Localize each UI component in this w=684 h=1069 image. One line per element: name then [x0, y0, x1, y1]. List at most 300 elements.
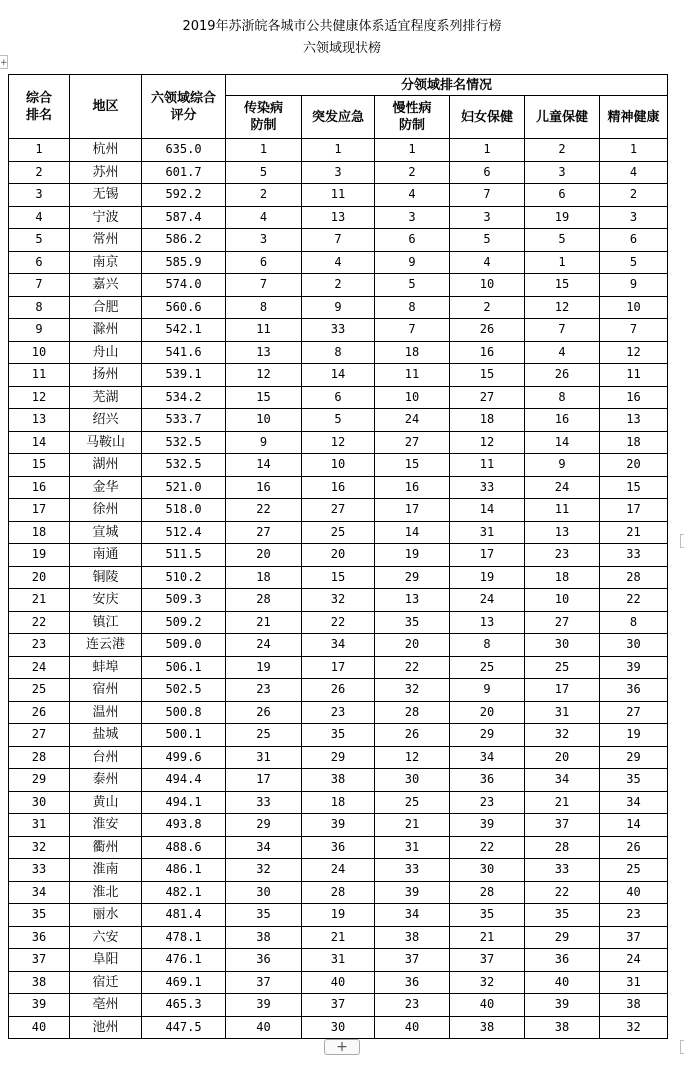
domain-rank-cell: 28	[525, 836, 600, 859]
domain-rank-cell: 12	[226, 364, 302, 387]
domain-rank-cell: 25	[450, 656, 525, 679]
domain-rank-cell: 8	[375, 296, 450, 319]
score-cell: 518.0	[142, 499, 226, 522]
domain-rank-cell: 23	[302, 701, 375, 724]
city-cell: 连云港	[70, 634, 142, 657]
domain-rank-cell: 12	[375, 746, 450, 769]
table-row	[9, 139, 668, 162]
domain-rank-cell: 30	[302, 1016, 375, 1039]
score-cell: 481.4	[142, 904, 226, 927]
header-domain-group: 分领域排名情况	[226, 75, 668, 96]
domain-rank-cell: 28	[302, 881, 375, 904]
domain-rank-cell: 25	[600, 859, 668, 882]
domain-rank-cell: 10	[226, 409, 302, 432]
domain-rank-cell: 37	[302, 994, 375, 1017]
domain-rank-cell: 18	[375, 341, 450, 364]
domain-rank-cell: 29	[226, 814, 302, 837]
rank-cell: 22	[9, 611, 70, 634]
domain-rank-cell: 28	[450, 881, 525, 904]
score-cell: 592.2	[142, 184, 226, 207]
domain-rank-cell: 34	[375, 904, 450, 927]
domain-rank-cell: 30	[226, 881, 302, 904]
rank-cell: 25	[9, 679, 70, 702]
score-cell: 585.9	[142, 251, 226, 274]
domain-rank-cell: 22	[525, 881, 600, 904]
score-cell: 574.0	[142, 274, 226, 297]
domain-rank-cell: 12	[302, 431, 375, 454]
table-row	[9, 859, 668, 882]
domain-rank-cell: 9	[226, 431, 302, 454]
domain-rank-cell: 40	[375, 1016, 450, 1039]
domain-rank-cell: 6	[525, 184, 600, 207]
header-domain-chronic: 慢性病防制	[375, 96, 450, 139]
city-cell: 绍兴	[70, 409, 142, 432]
table-row	[9, 634, 668, 657]
domain-rank-cell: 39	[302, 814, 375, 837]
domain-rank-cell: 15	[302, 566, 375, 589]
domain-rank-cell: 29	[600, 746, 668, 769]
score-cell: 586.2	[142, 229, 226, 252]
domain-rank-cell: 31	[450, 521, 525, 544]
city-cell: 宿州	[70, 679, 142, 702]
domain-rank-cell: 19	[375, 544, 450, 567]
domain-rank-cell: 2	[375, 161, 450, 184]
table-row	[9, 364, 668, 387]
table-row	[9, 566, 668, 589]
rank-cell: 5	[9, 229, 70, 252]
rank-cell: 31	[9, 814, 70, 837]
score-cell: 465.3	[142, 994, 226, 1017]
domain-rank-cell: 35	[375, 611, 450, 634]
city-cell: 常州	[70, 229, 142, 252]
domain-rank-cell: 16	[450, 341, 525, 364]
city-cell: 衢州	[70, 836, 142, 859]
rank-cell: 7	[9, 274, 70, 297]
add-row-button[interactable]: +	[324, 1039, 360, 1055]
rank-cell: 20	[9, 566, 70, 589]
rank-cell: 35	[9, 904, 70, 927]
domain-rank-cell: 20	[600, 454, 668, 477]
rank-cell: 33	[9, 859, 70, 882]
domain-rank-cell: 17	[450, 544, 525, 567]
domain-rank-cell: 10	[525, 589, 600, 612]
domain-rank-cell: 9	[525, 454, 600, 477]
city-cell: 合肥	[70, 296, 142, 319]
domain-rank-cell: 23	[525, 544, 600, 567]
table-row	[9, 994, 668, 1017]
rank-cell: 40	[9, 1016, 70, 1039]
domain-rank-cell: 33	[600, 544, 668, 567]
city-cell: 南京	[70, 251, 142, 274]
domain-rank-cell: 28	[375, 701, 450, 724]
domain-rank-cell: 16	[302, 476, 375, 499]
city-cell: 泰州	[70, 769, 142, 792]
header-rank: 综合排名	[9, 75, 70, 139]
table-row	[9, 926, 668, 949]
domain-rank-cell: 6	[375, 229, 450, 252]
domain-rank-cell: 3	[302, 161, 375, 184]
rank-cell: 28	[9, 746, 70, 769]
rank-cell: 37	[9, 949, 70, 972]
domain-rank-cell: 6	[450, 161, 525, 184]
document-subtitle: 六领域现状榜	[302, 41, 381, 56]
domain-rank-cell: 2	[226, 184, 302, 207]
domain-rank-cell: 26	[226, 701, 302, 724]
domain-rank-cell: 4	[302, 251, 375, 274]
domain-rank-cell: 1	[375, 139, 450, 162]
domain-rank-cell: 39	[375, 881, 450, 904]
domain-rank-cell: 15	[375, 454, 450, 477]
score-cell: 506.1	[142, 656, 226, 679]
city-cell: 嘉兴	[70, 274, 142, 297]
domain-rank-cell: 34	[525, 769, 600, 792]
domain-rank-cell: 2	[525, 139, 600, 162]
domain-rank-cell: 9	[450, 679, 525, 702]
score-cell: 560.6	[142, 296, 226, 319]
expand-handle[interactable]: +	[0, 55, 8, 69]
domain-rank-cell: 34	[226, 836, 302, 859]
header-domain-emergency: 突发应急	[302, 96, 375, 139]
rank-cell: 14	[9, 431, 70, 454]
right-handle-top[interactable]	[680, 534, 684, 548]
city-cell: 南通	[70, 544, 142, 567]
rank-cell: 19	[9, 544, 70, 567]
domain-rank-cell: 7	[525, 319, 600, 342]
domain-rank-cell: 14	[226, 454, 302, 477]
table-row	[9, 904, 668, 927]
domain-rank-cell: 16	[375, 476, 450, 499]
table-row	[9, 454, 668, 477]
table-row	[9, 701, 668, 724]
domain-rank-cell: 30	[525, 634, 600, 657]
domain-rank-cell: 2	[302, 274, 375, 297]
header-score: 六领域综合评分	[142, 75, 226, 139]
domain-rank-cell: 37	[375, 949, 450, 972]
domain-rank-cell: 26	[375, 724, 450, 747]
rank-cell: 30	[9, 791, 70, 814]
domain-rank-cell: 21	[375, 814, 450, 837]
domain-rank-cell: 13	[302, 206, 375, 229]
city-cell: 杭州	[70, 139, 142, 162]
header-region: 地区	[70, 75, 142, 139]
score-cell: 534.2	[142, 386, 226, 409]
domain-rank-cell: 30	[375, 769, 450, 792]
domain-rank-cell: 24	[525, 476, 600, 499]
domain-rank-cell: 17	[375, 499, 450, 522]
score-cell: 601.7	[142, 161, 226, 184]
table-row	[9, 206, 668, 229]
rank-cell: 4	[9, 206, 70, 229]
domain-rank-cell: 5	[302, 409, 375, 432]
domain-rank-cell: 19	[525, 206, 600, 229]
domain-rank-cell: 38	[375, 926, 450, 949]
domain-rank-cell: 18	[600, 431, 668, 454]
domain-rank-cell: 20	[226, 544, 302, 567]
domain-rank-cell: 19	[302, 904, 375, 927]
domain-rank-cell: 20	[450, 701, 525, 724]
domain-rank-cell: 22	[302, 611, 375, 634]
domain-rank-cell: 4	[600, 161, 668, 184]
domain-rank-cell: 29	[525, 926, 600, 949]
rank-cell: 2	[9, 161, 70, 184]
rank-cell: 21	[9, 589, 70, 612]
domain-rank-cell: 22	[226, 499, 302, 522]
domain-rank-cell: 16	[226, 476, 302, 499]
rank-cell: 26	[9, 701, 70, 724]
domain-rank-cell: 21	[525, 791, 600, 814]
score-cell: 510.2	[142, 566, 226, 589]
score-cell: 541.6	[142, 341, 226, 364]
right-handle-bottom[interactable]	[680, 1040, 684, 1054]
score-cell: 500.8	[142, 701, 226, 724]
score-cell: 511.5	[142, 544, 226, 567]
domain-rank-cell: 19	[226, 656, 302, 679]
city-cell: 台州	[70, 746, 142, 769]
table-row	[9, 319, 668, 342]
domain-rank-cell: 27	[525, 611, 600, 634]
domain-rank-cell: 35	[450, 904, 525, 927]
city-cell: 丽水	[70, 904, 142, 927]
domain-rank-cell: 36	[375, 971, 450, 994]
domain-rank-cell: 18	[525, 566, 600, 589]
domain-rank-cell: 14	[450, 499, 525, 522]
domain-rank-cell: 3	[375, 206, 450, 229]
domain-rank-cell: 24	[226, 634, 302, 657]
domain-rank-cell: 9	[302, 296, 375, 319]
domain-rank-cell: 31	[226, 746, 302, 769]
domain-rank-cell: 34	[450, 746, 525, 769]
domain-rank-cell: 5	[525, 229, 600, 252]
table-row	[9, 881, 668, 904]
domain-rank-cell: 21	[226, 611, 302, 634]
domain-rank-cell: 33	[226, 791, 302, 814]
domain-rank-cell: 26	[302, 679, 375, 702]
domain-rank-cell: 18	[450, 409, 525, 432]
domain-rank-cell: 6	[226, 251, 302, 274]
city-cell: 蚌埠	[70, 656, 142, 679]
ranking-table-body	[9, 139, 668, 1039]
domain-rank-cell: 1	[450, 139, 525, 162]
domain-rank-cell: 7	[600, 319, 668, 342]
domain-rank-cell: 33	[302, 319, 375, 342]
rank-cell: 39	[9, 994, 70, 1017]
city-cell: 舟山	[70, 341, 142, 364]
domain-rank-cell: 10	[302, 454, 375, 477]
domain-rank-cell: 8	[302, 341, 375, 364]
table-row	[9, 656, 668, 679]
table-row	[9, 769, 668, 792]
domain-rank-cell: 15	[600, 476, 668, 499]
city-cell: 亳州	[70, 994, 142, 1017]
domain-rank-cell: 14	[375, 521, 450, 544]
table-row	[9, 341, 668, 364]
city-cell: 苏州	[70, 161, 142, 184]
rank-cell: 8	[9, 296, 70, 319]
score-cell: 532.5	[142, 431, 226, 454]
rank-cell: 10	[9, 341, 70, 364]
rank-cell: 32	[9, 836, 70, 859]
domain-rank-cell: 25	[226, 724, 302, 747]
domain-rank-cell: 13	[600, 409, 668, 432]
table-row	[9, 679, 668, 702]
city-cell: 金华	[70, 476, 142, 499]
header-domain-women: 妇女保健	[450, 96, 525, 139]
domain-rank-cell: 38	[302, 769, 375, 792]
domain-rank-cell: 4	[226, 206, 302, 229]
domain-rank-cell: 8	[525, 386, 600, 409]
domain-rank-cell: 22	[450, 836, 525, 859]
domain-rank-cell: 7	[302, 229, 375, 252]
score-cell: 488.6	[142, 836, 226, 859]
domain-rank-cell: 2	[600, 184, 668, 207]
domain-rank-cell: 31	[600, 971, 668, 994]
city-cell: 盐城	[70, 724, 142, 747]
domain-rank-cell: 22	[600, 589, 668, 612]
domain-rank-cell: 32	[226, 859, 302, 882]
city-cell: 黄山	[70, 791, 142, 814]
domain-rank-cell: 10	[375, 386, 450, 409]
domain-rank-cell: 36	[302, 836, 375, 859]
domain-rank-cell: 1	[302, 139, 375, 162]
domain-rank-cell: 8	[600, 611, 668, 634]
rank-cell: 29	[9, 769, 70, 792]
domain-rank-cell: 37	[525, 814, 600, 837]
domain-rank-cell: 2	[450, 296, 525, 319]
domain-rank-cell: 11	[302, 184, 375, 207]
table-row	[9, 274, 668, 297]
rank-cell: 16	[9, 476, 70, 499]
table-row	[9, 724, 668, 747]
rank-cell: 6	[9, 251, 70, 274]
city-cell: 宣城	[70, 521, 142, 544]
city-cell: 阜阳	[70, 949, 142, 972]
domain-rank-cell: 30	[600, 634, 668, 657]
rank-cell: 27	[9, 724, 70, 747]
domain-rank-cell: 35	[600, 769, 668, 792]
domain-rank-cell: 32	[525, 724, 600, 747]
domain-rank-cell: 40	[525, 971, 600, 994]
rank-cell: 1	[9, 139, 70, 162]
domain-rank-cell: 10	[600, 296, 668, 319]
table-row	[9, 386, 668, 409]
domain-rank-cell: 21	[600, 521, 668, 544]
score-cell: 509.3	[142, 589, 226, 612]
table-row	[9, 296, 668, 319]
city-cell: 镇江	[70, 611, 142, 634]
domain-rank-cell: 20	[525, 746, 600, 769]
score-cell: 542.1	[142, 319, 226, 342]
city-cell: 马鞍山	[70, 431, 142, 454]
domain-rank-cell: 3	[450, 206, 525, 229]
score-cell: 512.4	[142, 521, 226, 544]
score-cell: 533.7	[142, 409, 226, 432]
domain-rank-cell: 9	[375, 251, 450, 274]
domain-rank-cell: 27	[226, 521, 302, 544]
domain-rank-cell: 5	[375, 274, 450, 297]
table-row	[9, 814, 668, 837]
domain-rank-cell: 14	[302, 364, 375, 387]
domain-rank-cell: 4	[450, 251, 525, 274]
domain-rank-cell: 8	[450, 634, 525, 657]
domain-rank-cell: 11	[226, 319, 302, 342]
city-cell: 扬州	[70, 364, 142, 387]
domain-rank-cell: 16	[600, 386, 668, 409]
domain-rank-cell: 3	[600, 206, 668, 229]
domain-rank-cell: 23	[375, 994, 450, 1017]
city-cell: 淮北	[70, 881, 142, 904]
score-cell: 493.8	[142, 814, 226, 837]
domain-rank-cell: 27	[302, 499, 375, 522]
domain-rank-cell: 33	[450, 476, 525, 499]
domain-rank-cell: 7	[375, 319, 450, 342]
city-cell: 芜湖	[70, 386, 142, 409]
city-cell: 六安	[70, 926, 142, 949]
domain-rank-cell: 30	[450, 859, 525, 882]
table-row	[9, 251, 668, 274]
table-row	[9, 836, 668, 859]
domain-rank-cell: 12	[450, 431, 525, 454]
domain-rank-cell: 38	[525, 1016, 600, 1039]
domain-rank-cell: 24	[450, 589, 525, 612]
domain-rank-cell: 14	[600, 814, 668, 837]
domain-rank-cell: 10	[450, 274, 525, 297]
domain-rank-cell: 24	[600, 949, 668, 972]
city-cell: 淮南	[70, 859, 142, 882]
score-cell: 447.5	[142, 1016, 226, 1039]
domain-rank-cell: 24	[302, 859, 375, 882]
domain-rank-cell: 11	[600, 364, 668, 387]
domain-rank-cell: 13	[450, 611, 525, 634]
rank-cell: 15	[9, 454, 70, 477]
domain-rank-cell: 32	[450, 971, 525, 994]
rank-cell: 36	[9, 926, 70, 949]
score-cell: 476.1	[142, 949, 226, 972]
domain-rank-cell: 40	[302, 971, 375, 994]
domain-rank-cell: 12	[600, 341, 668, 364]
domain-rank-cell: 19	[450, 566, 525, 589]
domain-rank-cell: 36	[525, 949, 600, 972]
domain-rank-cell: 29	[375, 566, 450, 589]
domain-rank-cell: 21	[302, 926, 375, 949]
domain-rank-cell: 23	[226, 679, 302, 702]
domain-rank-cell: 37	[450, 949, 525, 972]
domain-rank-cell: 20	[375, 634, 450, 657]
domain-rank-cell: 31	[302, 949, 375, 972]
domain-rank-cell: 39	[450, 814, 525, 837]
city-cell: 徐州	[70, 499, 142, 522]
table-row	[9, 746, 668, 769]
rank-cell: 23	[9, 634, 70, 657]
table-row	[9, 499, 668, 522]
header-domain-infectious: 传染病防制	[226, 96, 302, 139]
domain-rank-cell: 25	[302, 521, 375, 544]
domain-rank-cell: 26	[600, 836, 668, 859]
rank-cell: 24	[9, 656, 70, 679]
table-row	[9, 611, 668, 634]
domain-rank-cell: 15	[226, 386, 302, 409]
city-cell: 宁波	[70, 206, 142, 229]
domain-rank-cell: 38	[450, 1016, 525, 1039]
score-cell: 509.0	[142, 634, 226, 657]
domain-rank-cell: 13	[226, 341, 302, 364]
table-row	[9, 544, 668, 567]
domain-rank-cell: 26	[525, 364, 600, 387]
rank-cell: 13	[9, 409, 70, 432]
header-domain-children: 儿童保健	[525, 96, 600, 139]
domain-rank-cell: 11	[525, 499, 600, 522]
score-cell: 482.1	[142, 881, 226, 904]
table-row	[9, 184, 668, 207]
